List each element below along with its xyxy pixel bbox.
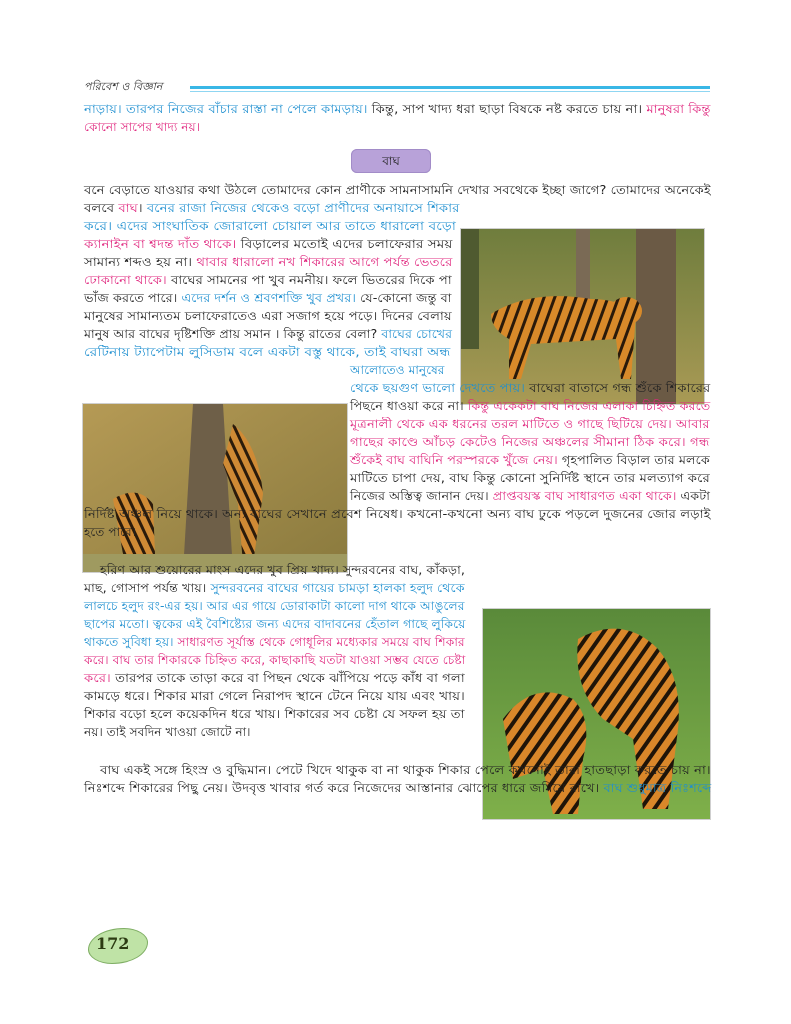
highlight-blue-text: বাঘ শুধুমাত্র নিঃশব্দে [603,781,712,795]
header-rule [190,86,710,89]
highlight-pink-text: মূত্রনালী থেকে এক ধরনের তরল মাটিতে ও গাছে ছিটিয়ে দেয়। আবার [350,417,710,431]
highlight-blue-text: থেকে ছয়গুণ ভালো দেখতে পায়। [350,381,525,395]
text-span: হরিণ আর শুয়োরের মাংস এদের খুব প্রিয় খাদ্য। সুন্দরবনের বাঘ, কাঁকড়া, [100,563,465,577]
text-line [84,506,711,523]
highlight-pink-text: প্রাপ্তবয়স্ক বাঘ সাধারণত একা থাকে। [492,489,677,503]
text-line [84,780,711,797]
text-line [350,398,710,415]
text-span: নির্দিষ্ট অঞ্চল নিয়ে থাকে। অন্য বাঘের সেখানে প্রবেশ নিষেধ। কখনো-কখনো অন্য বাঘ ঢুকে পড়লে দুজনের জোর লড়াই [84,507,711,521]
text-line [350,452,710,469]
highlight-blue-text: আলোতেও মানুষের [350,363,445,377]
text-line [84,308,452,325]
header-rule-thin [190,91,710,92]
highlight-blue-text: এদের দর্শন ও শ্রবণশক্তি খুব প্রখর। [181,291,356,305]
tiger-standing-icon [461,229,704,404]
text-span: হতে পারে। [84,525,137,539]
text-line [84,634,465,651]
text-line [84,580,465,597]
highlight-pink-text: করে। [84,671,111,685]
text-line [84,724,251,741]
page-number: 172 [96,934,130,953]
text-span: নিঃশব্দে শিকারের পিছু নেয়। উদবৃত্ত খাবার গর্ত করে নিজেদের আস্তানার ঝোপের ধারে জমিয়ে রাখে। [84,781,604,795]
text-span: যে-কোনো জন্তু বা [355,291,452,305]
text-line [350,488,710,505]
text-span: সামান্য শব্দও হয় না। [84,255,197,269]
text-line [350,416,710,433]
text-span: নিজের অস্তিত্ব জানান দেয়। [350,489,493,503]
highlight-blue-text: ছাপের মতো। ত্বকের এই বৈশিষ্ট্যের জন্য এদের বাদাবনের হেঁতাল গাছে লুকিয়ে [84,617,466,631]
text-span: একটা [676,489,710,503]
highlight-pink-text: কিন্তু একেকটা বাঘ নিজের এলাকা চিহ্নিত করতে [467,399,711,413]
text-line [350,470,710,487]
text-span: বিড়ালের মতোই এদের চলাফেরার সময় [236,237,453,251]
highlight-pink-text: কোনো সাপের খাদ্য নয়। [84,120,201,134]
text-line [84,524,136,541]
highlight-blue-text: বনের রাজা নিজের থেকেও বড়ো প্রাণীদের অনায়াসে শিকার [146,201,460,215]
tiger-standing-photo [460,228,705,405]
text-line [100,762,711,779]
text-line [84,598,465,615]
text-line [84,101,711,118]
text-line [84,616,465,633]
text-span: তারপর তাকে তাড়া করে বা পিছন থেকে ঝাঁপিয়ে পড়ে কাঁধ বা গলা [110,671,465,685]
highlight-pink-text: থাবার ধারালো নখ শিকারের আগে পর্যন্ত ভেতরে [196,255,453,269]
text-line [84,344,450,361]
text-line [84,182,711,199]
text-line [84,326,452,343]
text-span: নয়। তাই সবদিন খাওয়া জোটে না। [84,725,251,739]
highlight-pink-text: ক্যানাইন বা শ্বদন্ত দাঁত থাকে। [84,237,237,251]
text-span: গৃহপালিত বিড়াল তার মলকে [557,453,710,467]
highlight-pink-text: মানুষরা কিন্তু [646,102,711,116]
text-span: বলবে [84,201,119,215]
highlight-blue-text: এদের সাংঘাতিক জোরালো চোয়াল আর তাতে ধারালো বড়ো [112,219,457,233]
text-span: মাটিতে চাপা দেয়, বাঘ কিন্তু কোনো সুনির্দিষ্ট স্থানে তার মলত্যাগ করে [350,471,710,485]
text-span: মাছ, গোসাপ পর্যন্ত খায়। [84,581,211,595]
text-span: কিন্তু, সাপ খাদ্য ধরা ছাড়া বিষকে নষ্ট করতে চায় না। [367,102,647,116]
highlight-blue-text: নাড়ায়। তারপর নিজের বাঁচার রাস্তা না পেলে কামড়ায়। [84,102,368,116]
text-line [350,380,710,397]
text-line [350,434,710,451]
text-span: । [137,201,147,215]
highlight-blue-text: বাঘের চোখের [381,327,453,341]
section-title: বাঘ [351,149,431,173]
highlight-pink-text: বাঘ [118,201,138,215]
text-span: বাঘের সামনের পা খুব নমনীয়। ফলে ভিতরের দিকে পা [166,273,452,287]
text-line [84,688,465,705]
text-line [84,652,465,669]
text-span: মানুষ আর বাঘের দৃষ্টিশক্তি প্রায় সমান । কিন্তু রাতের বেলা? [84,327,382,341]
text-line [84,272,452,289]
text-line [100,562,465,579]
text-span: শিকার বড়ো হলে কয়েকদিন ধরে খায়। শিকারের সব চেষ্টা যে সফল হয় তা [84,707,465,721]
text-line [84,236,452,253]
text-line [84,218,456,235]
text-span: মানুষের সামান্যতম চলাফেরাতেও এরা সজাগ হয়ে পড়ে। দিনের বেলায় [84,309,452,323]
highlight-blue-text: সুন্দরবনের বাঘের গায়ের চামড়া হালকা হলুদ থেকে [210,581,465,595]
text-line [84,200,459,217]
highlight-pink-text: সাধারণত সূর্যাস্ত থেকে গোধূলির মধ্যেকার সময়ে বাঘ শিকার [177,635,465,649]
highlight-pink-text: ঢোকানো থাকে। [84,273,167,287]
text-span: বনে বেড়াতে যাওয়ার কথা উঠলে তোমাদের কোন প্রাণীকে সামনাসামনি দেখার সবথেকে ইচ্ছা জাগে? তোমাদের অনেকেই [84,183,711,197]
tiger-cubs-tree-icon [83,404,347,572]
text-line [84,254,452,271]
text-line [84,670,465,687]
text-span: ভাঁজ করতে পারে। [84,291,182,305]
text-span: বাঘেরা বাতাসে গন্ধ শুঁকে শিকারের [524,381,711,395]
highlight-blue-text: লালচে হলুদ রং-এর হয়। আর এর গায়ে ডোরাকাটা কালো দাগ থাকে আঙুলের [84,599,465,613]
text-span: কামড়ে ধরে। শিকার মারা গেলে নিরাপদ স্থানে টেনে নিয়ে যায় এবং খায়। [84,689,465,703]
text-line [84,290,452,307]
highlight-blue-text: থাকতে সুবিধা হয়। [84,635,174,649]
highlight-pink-text: গাছের কাণ্ডে আঁচড় কেটেও নিজের অঞ্চলের সীমানা ঠিক করে। গন্ধ [350,435,710,449]
running-header: পরিবেশ ও বিজ্ঞান [84,80,163,93]
text-line [84,706,465,723]
highlight-pink-text: করে। বাঘ তার শিকারকে চিহ্নিত করে, কাছাকাছি যতটা যাওয়া সম্ভব যেতে চেষ্টা [84,653,466,667]
text-span: পিছনে ধাওয়া করে না। [350,399,468,413]
highlight-blue-text: করে। [84,219,113,233]
text-line [84,119,200,136]
tiger-scratching-tree-photo [82,403,348,573]
highlight-pink-text: শুঁকেই বাঘ বাঘিনি পরস্পরকে খুঁজে নেয়। [350,453,558,467]
highlight-blue-text: রেটিনায় ট্যাপেটাম লুসিডাম বলে একটা বস্তু থাকে, তাই বাঘরা অন্ধ [84,345,451,359]
text-line [350,362,445,379]
text-span: বাঘ একই সঙ্গে হিংস্র ও বুদ্ধিমান। পেটে খিদে থাকুক বা না থাকুক শিকার পেলে কখনোই তারা হাতছাড়া করতে চায় না। [100,763,711,777]
